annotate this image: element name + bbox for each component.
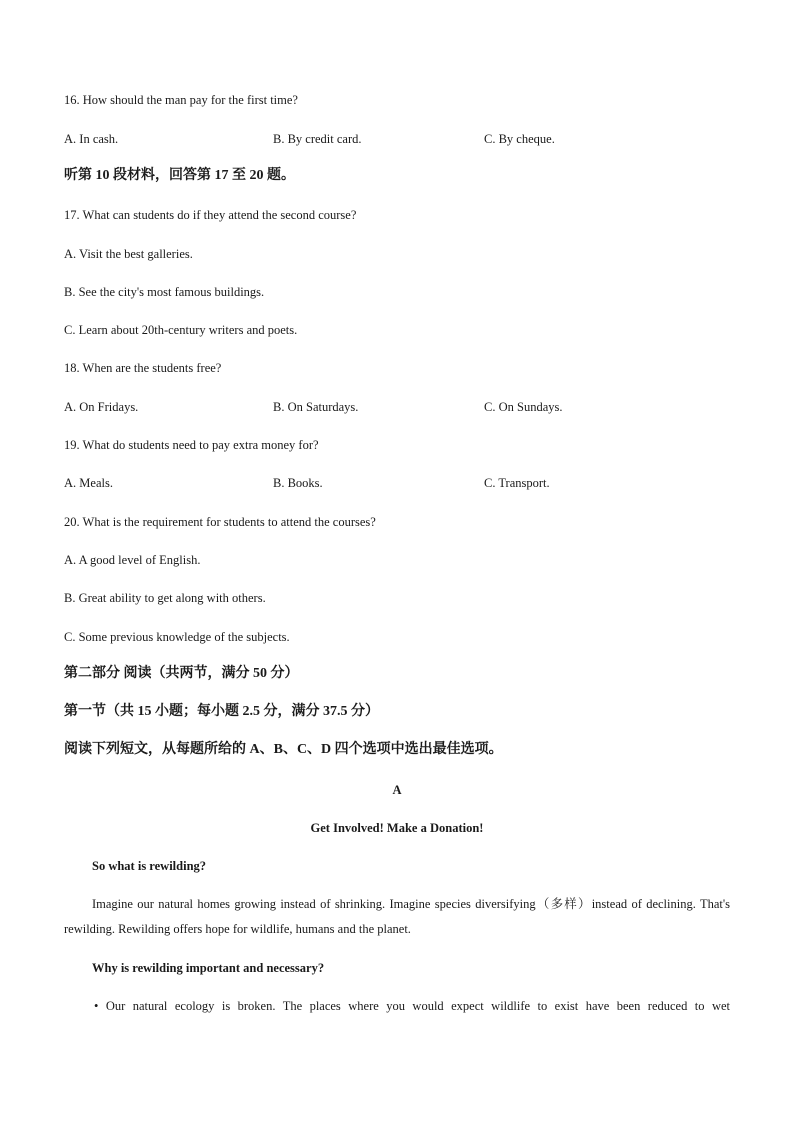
question-20-option-a: A. A good level of English.	[64, 553, 201, 567]
reading-instruction: 阅读下列短文，从每题所给的 A、B、C、D 四个选项中选出最佳选项。	[64, 742, 503, 757]
option-a: A. On Fridays.	[64, 400, 139, 414]
section-10-intro: 听第 10 段材料，回答第 17 至 20 题。	[64, 168, 295, 183]
question-20-stem: 20. What is the requirement for students to attend the courses?	[64, 515, 376, 529]
paragraph-rewilding-definition: Imagine our natural homes growing instead of shrinking. Imagine species diversifying（多样）instead of declining. That's rewilding. Rewilding offers hope for wildlife, humans and the planet.	[64, 897, 730, 936]
option-a: A. Meals.	[64, 476, 113, 490]
subheading-why-rewilding: Why is rewilding important and necessary?	[92, 961, 325, 975]
passage-letter: A	[392, 783, 402, 797]
question-17-stem: 17. What can students do if they attend the second course?	[64, 208, 357, 222]
option-b: B. Books.	[273, 476, 323, 490]
option-b: B. By credit card.	[273, 132, 362, 146]
question-18-stem: 18. When are the students free?	[64, 361, 222, 375]
question-20-option-c: C. Some previous knowledge of the subjects.	[64, 630, 290, 644]
question-19-options	[64, 475, 744, 491]
option-b: B. On Saturdays.	[273, 400, 359, 414]
question-19-stem: 19. What do students need to pay extra money for?	[64, 438, 319, 452]
section-1-title: 第一节（共 15 小题；每小题 2.5 分，满分 37.5 分）	[64, 704, 379, 719]
question-20-option-b: B. Great ability to get along with others.	[64, 591, 266, 605]
question-17-option-b: B. See the city's most famous buildings.	[64, 285, 265, 299]
question-17-option-c: C. Learn about 20th-century writers and poets.	[64, 323, 298, 337]
part-2-title: 第二部分 阅读（共两节，满分 50 分）	[64, 666, 299, 681]
option-c: C. By cheque.	[484, 132, 555, 146]
bullet-point-ecology: • Our natural ecology is broken. The places where you would expect wildlife to exist have been reduced to wet	[94, 999, 730, 1013]
option-c: C. Transport.	[484, 476, 550, 490]
option-a: A. In cash.	[64, 132, 119, 146]
question-16-options	[64, 131, 744, 147]
subheading-what-is-rewilding: So what is rewilding?	[92, 859, 207, 873]
passage-title: Get Involved! Make a Donation!	[310, 821, 484, 835]
option-c: C. On Sundays.	[484, 400, 563, 414]
question-16-stem: 16. How should the man pay for the first time?	[64, 93, 298, 107]
question-18-options	[64, 399, 744, 415]
question-17-option-a: A. Visit the best galleries.	[64, 247, 193, 261]
